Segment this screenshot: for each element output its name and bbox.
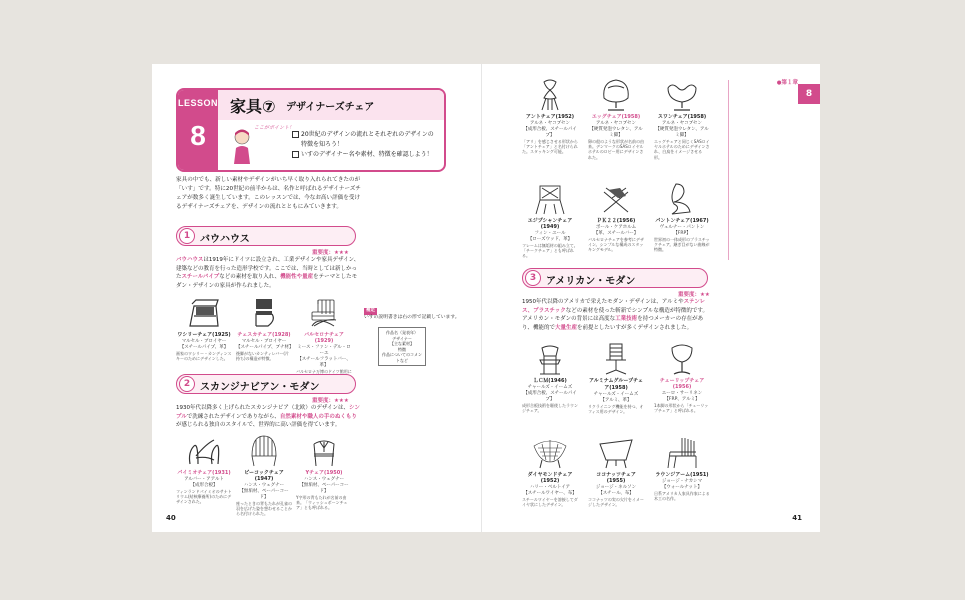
chair-entry	[522, 78, 578, 155]
chair-name: ココナッツチェア(1955)	[596, 472, 636, 484]
chair-description: フレームは無垢材の組み立て。「チークチェア」とも呼ばれる。	[522, 243, 578, 259]
chair-designer: チャールズ・イームズ	[593, 392, 639, 397]
chair-designer: ヴェルナー・パントン	[659, 225, 705, 230]
chair-name: チェスカチェア(1928)	[237, 332, 291, 338]
chair-name: エッグチェア(1958)	[591, 114, 641, 120]
chair-material: 【スチールワイヤー、布】	[523, 491, 577, 496]
note-text: いすの説明書きは右の形で記載しています。	[364, 314, 460, 320]
chair-material: 【成形合板、スチールパイプ】	[523, 127, 577, 138]
chair-material: 【成形合板、スチールパイプ】	[523, 391, 577, 402]
chair-description: スチールワイヤーを溶接してダイヤ状にしたデザイン。	[522, 497, 578, 508]
importance-rating: 重要度：★★★	[312, 250, 349, 256]
chair-designer: ハンス・ウェグナー	[243, 483, 285, 488]
chair-description: 1本脚の形状から「チューリップチェア」と呼ばれる。	[654, 403, 709, 414]
section-title: スカンジナビアン・モダン	[200, 382, 320, 393]
chair-material: 【硬質発泡ウレタン、アルミ脚】	[655, 127, 709, 138]
chair-name: スワンチェア(1958)	[657, 114, 707, 120]
intro-paragraph: 家具の中でも、新しい素材やデザインがいち早く取り入れられてきたのが「いす」です。特に20世紀の前半からは、名作と呼ばれるデザイナーズチェアが数多く誕生しています。このレッスンでは、今なお高い評価を受けるデザイナーズチェアを、デザインの流れとともにみていきます。	[176, 177, 361, 210]
chair-entry	[236, 434, 292, 517]
chair-name: ＰＫ２２(1956)	[596, 218, 636, 224]
chair-name: ＬＣＭ(1946)	[533, 378, 567, 384]
section-body: バウハウスは1919年にドイツに設立され、工業デザインや家具デザイン、建築などの教育を行った造形学校です。ここでは、当時としては新しかったスチールパイプなどの素材を取り入れ、機能性や量産をテーマとしたモダン・デザインの家具が作られました。	[176, 257, 360, 289]
note-sample-line: 作品名（発表年）	[386, 330, 418, 335]
checklist-item: 20世紀のデザインの流れとそれぞれのデザインの	[292, 130, 434, 140]
checkbox-icon	[292, 131, 299, 138]
diamond-chair-illustration	[530, 436, 570, 470]
chair-material: 【スチール、布】	[598, 491, 634, 496]
point-bubble: ここがポイント！	[254, 125, 295, 131]
section-title: アメリカン・モダン	[546, 276, 636, 287]
chair-entry	[176, 296, 232, 361]
chair-description: ココナッツの実の欠片をイメージしたデザイン。	[588, 497, 644, 508]
section-title: バウハウス	[200, 234, 250, 245]
chair-designer: ポール・ケアホルム	[595, 225, 637, 230]
chair-name: ダイヤモンドチェア(1952)	[527, 472, 573, 484]
egg-chair-illustration	[596, 78, 636, 112]
lesson-checklist	[292, 130, 434, 160]
chair-entry	[236, 296, 292, 361]
panton-chair-illustration	[662, 182, 702, 216]
lounge-arm-chair-illustration	[662, 436, 702, 470]
lesson-tab	[178, 90, 218, 170]
note-label: 補足	[366, 308, 375, 313]
chapter-tab: 8	[798, 84, 820, 104]
importance-rating: 重要度：★★★	[312, 398, 349, 404]
left-page	[152, 64, 482, 532]
section-number: 1	[179, 228, 195, 244]
note-sample-line: 【主な素材】	[390, 341, 414, 346]
cesca-chair-illustration	[244, 296, 284, 330]
chair-name: チューリップチェア(1956)	[659, 378, 705, 390]
peacock-chair-illustration	[244, 434, 284, 468]
lesson-title: 家具⑦	[230, 97, 276, 116]
chair-entry	[176, 434, 232, 505]
chair-entry	[654, 78, 710, 160]
chair-description: バルセロナ万博のドイツ館用に	[296, 369, 352, 374]
checklist-item: いすのデザイナー名や素材、特徴を確認しよう！	[292, 150, 434, 160]
chair-name: アントチェア(1952)	[525, 114, 575, 120]
chair-designer: フィン・ユール	[534, 231, 566, 236]
section-number: 3	[525, 270, 541, 286]
y-chair-illustration	[304, 434, 344, 468]
chair-entry	[588, 182, 644, 253]
chair-entry	[588, 342, 644, 414]
chair-material: 【アルミ、革】	[600, 398, 632, 403]
chair-material: 【スチールフラットバー、革】	[297, 357, 351, 368]
section-body: 1950年代以降のアメリカで栄えたモダン・デザインは、アルミやステンレス、プラスチックなどの素材を使った斬新でシンプルな構造が特徴的です。アメリカン・モダンの背景には高度な工業技術を持つメーカーの存在があり、機能的で大量生産を前提としたいすが多くデザインされました。	[522, 299, 708, 331]
chair-description: 画家のワシリー・カンディンスキーのためにデザインした。	[176, 351, 232, 362]
side-rule	[728, 80, 729, 260]
chair-material: 【無垢材、ペーパーコード】	[299, 483, 349, 494]
chair-material: 【成形合板】	[190, 483, 218, 488]
chair-material: 【FRP、アルミ】	[664, 397, 700, 402]
chair-description: 世界初の一体成形のプラスチックチェア。継ぎ目がない曲線が特徴。	[654, 237, 710, 253]
chair-entry	[522, 182, 578, 259]
chair-entry	[296, 434, 352, 511]
note-sample-box	[378, 327, 426, 366]
chair-description: 座ったときの背もたれが孔雀の羽を広げた姿を想わせることから名付けられた。	[236, 501, 292, 517]
chair-material: 【スチールパイプ、革】	[179, 345, 229, 350]
checklist-item: 特徴を知ろう！	[301, 141, 344, 148]
chair-description: 後脚がないカンティレバー(片持ち)の構造が特徴。	[236, 351, 289, 362]
chair-name: ラウンジアーム(1951)	[655, 472, 709, 478]
swan-chair-illustration	[662, 78, 702, 112]
chair-designer: アルバー・アアルト	[184, 477, 224, 482]
lesson-title-bar	[218, 90, 444, 120]
section-number: 2	[179, 376, 195, 392]
egyptian-chair-illustration	[530, 182, 570, 216]
chair-description: フィンランドパイミオのサナトリウム(結核療養所)のためにデザインされた。	[176, 489, 232, 505]
chair-designer: ミース・ファン・デル・ローエ	[297, 345, 351, 356]
chair-description: バルセロナチェアを参考にデザイン。シンプルな構成のスタッキングモデル。	[588, 237, 644, 253]
note-sample-line: 作品についてのコメントなど	[382, 352, 422, 363]
teacher-character-icon	[228, 128, 256, 164]
chair-name: パントンチェア(1967)	[655, 218, 709, 224]
paimio-chair-illustration	[184, 434, 224, 468]
tulip-chair-illustration	[662, 342, 702, 376]
chair-entry	[522, 342, 578, 413]
chair-material: 【硬質発泡ウレタン、アルミ脚】	[589, 127, 643, 138]
importance-rating: 重要度：★★	[678, 292, 710, 298]
chair-designer: マルセル・ブロイヤー	[181, 339, 227, 344]
chair-entry	[588, 78, 644, 160]
section-heading	[176, 374, 356, 394]
chair-entry	[296, 296, 352, 379]
chair-material: 【FRP】	[673, 231, 691, 236]
chair-material: 【スチールパイプ、ブナ材】	[236, 345, 294, 350]
lesson-word: LESSON	[178, 98, 219, 108]
chair-description: リクライニング機能を持つ、オフィス用のデザイン。	[588, 404, 644, 415]
pk22-chair-illustration	[596, 182, 636, 216]
chair-designer: マルセル・ブロイヤー	[241, 339, 287, 344]
chair-name: ワシリーチェア(1925)	[177, 332, 231, 338]
chair-name: エジプシャンチェア(1949)	[527, 218, 573, 230]
checkbox-icon	[292, 151, 299, 158]
section-body: 1930年代以降多く上げられたスカンジナビア（北欧）のデザインは、シンプルで洗練されたデザインでありながら、自然素材や職人の手のぬくもりが感じられる独自のスタイルで、世界的に高い評価を得ています。	[176, 405, 360, 429]
chair-name: ピーコックチェア(1947)	[244, 470, 284, 482]
note-sample-line: 特徴	[398, 346, 406, 352]
lesson-header	[176, 88, 446, 172]
section-heading	[176, 226, 356, 246]
page-number: 41	[792, 514, 802, 522]
section-heading	[522, 268, 708, 288]
chair-designer: アルネ・ヤコブセン	[661, 121, 703, 126]
chair-designer: ジョージ・ナカシマ	[661, 479, 703, 484]
chair-entry	[522, 436, 578, 507]
chair-designer: アルネ・ヤコブセン	[595, 121, 637, 126]
chair-designer: アルネ・ヤコブセン	[529, 121, 571, 126]
chair-description: 成形合板技術を駆使したラウンジチェア。	[522, 403, 578, 414]
lcm-chair-illustration	[530, 342, 570, 376]
lesson-subtitle: デザイナーズチェア	[286, 102, 375, 113]
chair-name: アルミナムグループチェア(1958)	[588, 378, 643, 391]
chair-entry	[654, 436, 710, 501]
chair-entry	[588, 436, 644, 507]
chair-material: 【ローズウッド、革】	[527, 237, 573, 242]
chair-entry	[654, 342, 710, 413]
ant-chair-illustration	[530, 78, 570, 112]
chair-name: パイミオチェア(1931)	[177, 470, 231, 476]
coconut-chair-illustration	[596, 436, 636, 470]
aluminum-group-chair-illustration	[596, 342, 636, 376]
chair-designer: ハリー・ベルトイア	[529, 485, 571, 490]
chair-entry	[654, 182, 710, 253]
right-page	[482, 64, 820, 532]
chair-name: Yチェア(1950)	[305, 470, 343, 476]
chair-material: 【ウォールナット】	[661, 485, 703, 490]
lesson-number: 8	[190, 120, 206, 151]
chair-designer: チャールズ・イームズ	[527, 385, 573, 390]
chair-description: 「アリ」を感じさせる形状から「アントチェア」と名付けられた。スタッキング可能。	[522, 139, 578, 155]
page-number: 40	[166, 514, 176, 522]
note-sample-line: デザイナー	[392, 335, 412, 341]
supplement-note	[364, 308, 476, 366]
chapter-label: ●第１章	[776, 80, 798, 86]
chair-material: 【革、スチールバー】	[593, 231, 639, 236]
chair-description: Y字形の背もたれが名前の由来。「ウィッシュボーンチェア」とも呼ばれる。	[296, 495, 348, 511]
barcelona-chair-illustration	[304, 296, 344, 330]
chair-material: 【無垢材、ペーパーコード】	[239, 489, 289, 500]
chair-description: 卵の殻のような形状が名前の由来。デンマークのSASロイヤルホテルのロビー用にデザインされた。	[588, 139, 644, 160]
chair-designer: ハンス・ウェグナー	[303, 477, 345, 482]
wassily-chair-illustration	[184, 296, 224, 330]
chair-description: 日系アメリカ人家具作家による木工の名作。	[654, 491, 710, 502]
chair-name: バルセロナチェア(1929)	[304, 332, 344, 344]
chair-designer: エーロ・サーリネン	[661, 391, 703, 396]
chair-designer: ジョージ・ネルソン	[595, 485, 637, 490]
chair-description: エッグチェアと同じくSASロイヤルホテルのためにデザインされ、白鳥をイメージさせる形。	[654, 139, 710, 160]
